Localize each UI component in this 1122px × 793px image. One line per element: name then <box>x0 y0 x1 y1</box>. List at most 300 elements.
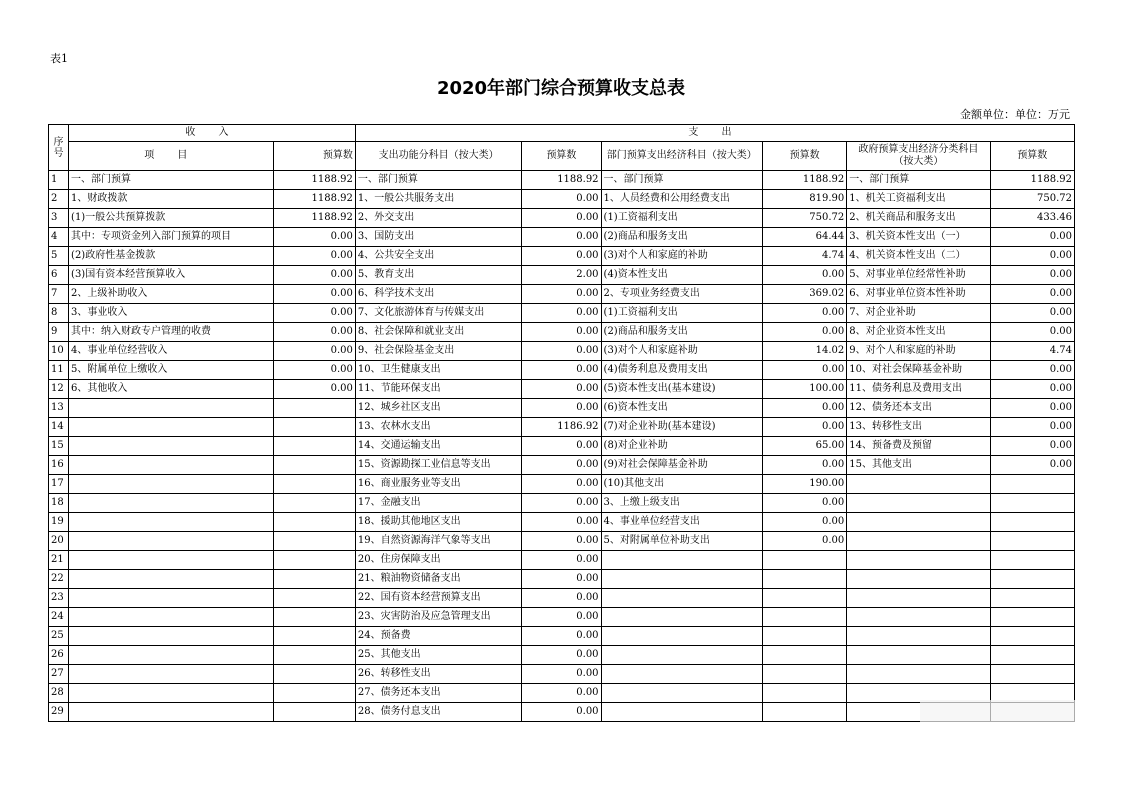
income-amount: 0.00 <box>273 361 355 380</box>
income-item: 其中：纳入财政专户管理的收费 <box>69 323 274 342</box>
gov-econ-item <box>847 665 990 684</box>
dept-econ-amount: 819.90 <box>763 190 847 209</box>
row-number: 20 <box>49 532 69 551</box>
func-amount: 2.00 <box>522 266 601 285</box>
income-item <box>69 684 274 703</box>
income-item: 3、事业收入 <box>69 304 274 323</box>
income-item <box>69 570 274 589</box>
income-amount <box>273 494 355 513</box>
func-amount: 0.00 <box>522 247 601 266</box>
dept-econ-item <box>601 703 762 722</box>
dept-econ-amount <box>763 684 847 703</box>
table-row <box>49 494 1075 513</box>
gov-econ-amount: 0.00 <box>990 228 1074 247</box>
dept-econ-item: (8)对企业补助 <box>601 437 762 456</box>
func-item: 19、自然资源海洋气象等支出 <box>355 532 521 551</box>
income-amount: 0.00 <box>273 266 355 285</box>
gov-econ-item: 1、机关工资福利支出 <box>847 190 990 209</box>
gov-amount-header: 预算数 <box>990 142 1074 171</box>
func-item: 2、外交支出 <box>355 209 521 228</box>
dept-econ-amount <box>763 646 847 665</box>
row-number: 13 <box>49 399 69 418</box>
gov-econ-item: 9、对个人和家庭的补助 <box>847 342 990 361</box>
gov-econ-amount: 750.72 <box>990 190 1074 209</box>
dept-econ-amount <box>763 627 847 646</box>
gov-econ-item: 11、债务利息及费用支出 <box>847 380 990 399</box>
gov-econ-amount: 1188.92 <box>990 171 1074 190</box>
func-item: 23、灾害防治及应急管理支出 <box>355 608 521 627</box>
income-item <box>69 703 274 722</box>
dept-econ-amount <box>763 551 847 570</box>
income-amount: 1188.92 <box>273 190 355 209</box>
table-row <box>49 418 1075 437</box>
table-row <box>49 209 1075 228</box>
dept-econ-amount: 369.02 <box>763 285 847 304</box>
func-amount: 0.00 <box>522 684 601 703</box>
income-item <box>69 456 274 475</box>
dept-econ-item: (1)工资福利支出 <box>601 304 762 323</box>
row-number: 7 <box>49 285 69 304</box>
dept-econ-item: (3)对个人和家庭的补助 <box>601 247 762 266</box>
table-row <box>49 532 1075 551</box>
seq-header: 序号 <box>49 125 69 171</box>
dept-econ-amount: 0.00 <box>763 456 847 475</box>
func-amount: 0.00 <box>522 646 601 665</box>
income-item: (1)一般公共预算拨款 <box>69 209 274 228</box>
func-item: 13、农林水支出 <box>355 418 521 437</box>
table-row <box>49 437 1075 456</box>
table-row <box>49 247 1075 266</box>
income-item: 一、部门预算 <box>69 171 274 190</box>
dept-econ-amount: 100.00 <box>763 380 847 399</box>
dept-econ-item: (4)资本性支出 <box>601 266 762 285</box>
dept-econ-amount: 0.00 <box>763 513 847 532</box>
func-item: 15、资源勘探工业信息等支出 <box>355 456 521 475</box>
dept-econ-amount <box>763 665 847 684</box>
func-item: 1、一般公共服务支出 <box>355 190 521 209</box>
gov-econ-item <box>847 589 990 608</box>
dept-econ-amount: 0.00 <box>763 266 847 285</box>
func-item: 一、部门预算 <box>355 171 521 190</box>
income-item <box>69 627 274 646</box>
table-row <box>49 456 1075 475</box>
func-item: 18、援助其他地区支出 <box>355 513 521 532</box>
gov-econ-amount: 0.00 <box>990 418 1074 437</box>
income-amount <box>273 646 355 665</box>
dept-econ-item <box>601 665 762 684</box>
dept-econ-amount: 1188.92 <box>763 171 847 190</box>
income-amount <box>273 684 355 703</box>
dept-econ-item <box>601 608 762 627</box>
gov-econ-amount: 0.00 <box>990 323 1074 342</box>
table-row <box>49 551 1075 570</box>
income-item <box>69 551 274 570</box>
dept-econ-item: 3、上缴上级支出 <box>601 494 762 513</box>
gov-econ-item: 15、其他支出 <box>847 456 990 475</box>
dept-econ-item: 5、对附属单位补助支出 <box>601 532 762 551</box>
income-item <box>69 475 274 494</box>
dept-econ-amount: 0.00 <box>763 399 847 418</box>
dept-econ-item: (2)商品和服务支出 <box>601 228 762 247</box>
income-amount <box>273 608 355 627</box>
func-item: 22、国有资本经营预算支出 <box>355 589 521 608</box>
item-header <box>69 142 274 171</box>
income-amount <box>273 703 355 722</box>
income-amount: 0.00 <box>273 285 355 304</box>
dept-amount-header: 预算数 <box>763 142 847 171</box>
func-amount: 0.00 <box>522 209 601 228</box>
dept-econ-amount: 4.74 <box>763 247 847 266</box>
row-number: 21 <box>49 551 69 570</box>
income-amount <box>273 532 355 551</box>
table-row <box>49 399 1075 418</box>
header-row-columns <box>49 142 1075 171</box>
func-item: 9、社会保险基金支出 <box>355 342 521 361</box>
row-number: 29 <box>49 703 69 722</box>
gov-econ-item: 13、转移性支出 <box>847 418 990 437</box>
func-amount: 0.00 <box>522 361 601 380</box>
row-number: 26 <box>49 646 69 665</box>
gov-econ-item: 6、对事业单位资本性补助 <box>847 285 990 304</box>
func-item: 8、社会保障和就业支出 <box>355 323 521 342</box>
income-group-header <box>69 125 356 142</box>
func-amount: 0.00 <box>522 399 601 418</box>
func-amount: 0.00 <box>522 380 601 399</box>
row-number: 15 <box>49 437 69 456</box>
dept-econ-amount: 65.00 <box>763 437 847 456</box>
row-number: 2 <box>49 190 69 209</box>
func-amount: 0.00 <box>522 475 601 494</box>
table-row <box>49 361 1075 380</box>
faded-watermark <box>920 700 1075 722</box>
func-item: 26、转移性支出 <box>355 665 521 684</box>
dept-econ-item: (2)商品和服务支出 <box>601 323 762 342</box>
func-item: 3、国防支出 <box>355 228 521 247</box>
income-amount <box>273 627 355 646</box>
income-item: (3)国有资本经营预算收入 <box>69 266 274 285</box>
gov-econ-item <box>847 532 990 551</box>
func-amount: 0.00 <box>522 703 601 722</box>
gov-econ-amount: 0.00 <box>990 285 1074 304</box>
income-amount-header: 预算数 <box>273 142 355 171</box>
income-amount: 1188.92 <box>273 171 355 190</box>
dept-econ-item: (10)其他支出 <box>601 475 762 494</box>
gov-econ-amount <box>990 513 1074 532</box>
func-item: 20、住房保障支出 <box>355 551 521 570</box>
gov-econ-amount <box>990 570 1074 589</box>
income-amount <box>273 589 355 608</box>
func-amount: 0.00 <box>522 342 601 361</box>
func-amount: 0.00 <box>522 570 601 589</box>
income-item <box>69 399 274 418</box>
income-item: 4、事业单位经营收入 <box>69 342 274 361</box>
func-item: 28、债务付息支出 <box>355 703 521 722</box>
page-title: 2020年部门综合预算收支总表 <box>436 78 686 99</box>
gov-econ-amount <box>990 665 1074 684</box>
unit-label: 金额单位：单位：万元 <box>960 108 1070 121</box>
income-amount: 0.00 <box>273 323 355 342</box>
gov-econ-item: 一、部门预算 <box>847 171 990 190</box>
func-item: 7、文化旅游体育与传媒支出 <box>355 304 521 323</box>
gov-econ-item: 5、对事业单位经常性补助 <box>847 266 990 285</box>
dept-econ-amount: 0.00 <box>763 304 847 323</box>
dept-econ-amount <box>763 608 847 627</box>
table-row <box>49 380 1075 399</box>
income-item <box>69 608 274 627</box>
income-amount <box>273 418 355 437</box>
gov-econ-amount <box>990 646 1074 665</box>
expense-group-label: 支 出 <box>688 127 742 138</box>
func-amount: 0.00 <box>522 589 601 608</box>
gov-econ-amount: 4.74 <box>990 342 1074 361</box>
func-amount: 0.00 <box>522 190 601 209</box>
func-amount: 0.00 <box>522 456 601 475</box>
row-number: 18 <box>49 494 69 513</box>
table-row <box>49 589 1075 608</box>
func-amount: 0.00 <box>522 532 601 551</box>
income-amount: 0.00 <box>273 342 355 361</box>
income-item <box>69 494 274 513</box>
gov-econ-amount: 0.00 <box>990 266 1074 285</box>
header-row-group <box>49 125 1075 142</box>
dept-econ-item: (3)对个人和家庭补助 <box>601 342 762 361</box>
row-number: 8 <box>49 304 69 323</box>
dept-econ-item <box>601 684 762 703</box>
dept-econ-amount: 64.44 <box>763 228 847 247</box>
dept-econ-header: 部门预算支出经济科目（按大类） <box>601 142 762 171</box>
dept-econ-item <box>601 551 762 570</box>
dept-econ-item: (1)工资福利支出 <box>601 209 762 228</box>
dept-econ-amount <box>763 589 847 608</box>
dept-econ-amount: 190.00 <box>763 475 847 494</box>
gov-econ-item: 2、机关商品和服务支出 <box>847 209 990 228</box>
dept-econ-amount: 750.72 <box>763 209 847 228</box>
gov-econ-amount: 0.00 <box>990 304 1074 323</box>
table-row <box>49 323 1075 342</box>
table-row <box>49 304 1075 323</box>
gov-econ-item <box>847 627 990 646</box>
func-class-header: 支出功能分科目（按大类） <box>355 142 521 171</box>
income-amount <box>273 456 355 475</box>
income-item <box>69 589 274 608</box>
income-group-label: 收 入 <box>185 127 239 138</box>
func-item: 16、商业服务业等支出 <box>355 475 521 494</box>
gov-econ-amount <box>990 608 1074 627</box>
row-number: 23 <box>49 589 69 608</box>
gov-econ-amount: 0.00 <box>990 380 1074 399</box>
func-item: 11、节能环保支出 <box>355 380 521 399</box>
func-amount: 1186.92 <box>522 418 601 437</box>
dept-econ-item <box>601 589 762 608</box>
dept-econ-amount <box>763 570 847 589</box>
income-item: 5、附属单位上缴收入 <box>69 361 274 380</box>
func-amount: 0.00 <box>522 551 601 570</box>
gov-econ-amount: 0.00 <box>990 399 1074 418</box>
income-amount: 0.00 <box>273 380 355 399</box>
func-item: 10、卫生健康支出 <box>355 361 521 380</box>
gov-econ-amount: 0.00 <box>990 456 1074 475</box>
gov-econ-amount: 0.00 <box>990 361 1074 380</box>
func-item: 5、教育支出 <box>355 266 521 285</box>
row-number: 25 <box>49 627 69 646</box>
dept-econ-item: (5)资本性支出(基本建设) <box>601 380 762 399</box>
gov-econ-item: 7、对企业补助 <box>847 304 990 323</box>
row-number: 27 <box>49 665 69 684</box>
income-amount <box>273 437 355 456</box>
gov-econ-item <box>847 646 990 665</box>
income-amount <box>273 475 355 494</box>
table-row <box>49 513 1075 532</box>
func-amount: 0.00 <box>522 494 601 513</box>
func-item: 21、粮油物资储备支出 <box>355 570 521 589</box>
table-row <box>49 475 1075 494</box>
dept-econ-item: 一、部门预算 <box>601 171 762 190</box>
income-item <box>69 513 274 532</box>
gov-econ-amount: 0.00 <box>990 437 1074 456</box>
dept-econ-item: 2、专项业务经费支出 <box>601 285 762 304</box>
func-item: 27、债务还本支出 <box>355 684 521 703</box>
func-amount: 0.00 <box>522 627 601 646</box>
gov-econ-item <box>847 608 990 627</box>
dept-econ-item: 1、人员经费和公用经费支出 <box>601 190 762 209</box>
dept-econ-amount: 0.00 <box>763 323 847 342</box>
dept-econ-amount <box>763 703 847 722</box>
expense-group-header <box>355 125 1074 142</box>
row-number: 12 <box>49 380 69 399</box>
row-number: 3 <box>49 209 69 228</box>
dept-econ-amount: 0.00 <box>763 361 847 380</box>
table-row <box>49 665 1075 684</box>
func-amount: 0.00 <box>522 304 601 323</box>
table-row <box>49 171 1075 190</box>
func-item: 6、科学技术支出 <box>355 285 521 304</box>
func-amount: 0.00 <box>522 665 601 684</box>
gov-econ-amount <box>990 475 1074 494</box>
income-amount: 0.00 <box>273 228 355 247</box>
table-row <box>49 266 1075 285</box>
row-number: 28 <box>49 684 69 703</box>
func-amount: 0.00 <box>522 437 601 456</box>
gov-econ-item: 12、债务还本支出 <box>847 399 990 418</box>
dept-econ-item <box>601 627 762 646</box>
func-item: 25、其他支出 <box>355 646 521 665</box>
dept-econ-item: (6)资本性支出 <box>601 399 762 418</box>
income-amount: 0.00 <box>273 247 355 266</box>
income-amount: 1188.92 <box>273 209 355 228</box>
gov-econ-amount <box>990 627 1074 646</box>
income-amount: 0.00 <box>273 304 355 323</box>
table-label: 表1 <box>50 52 68 65</box>
gov-econ-item <box>847 570 990 589</box>
gov-econ-item <box>847 475 990 494</box>
row-number: 19 <box>49 513 69 532</box>
row-number: 6 <box>49 266 69 285</box>
income-amount <box>273 399 355 418</box>
dept-econ-amount: 0.00 <box>763 418 847 437</box>
func-amount: 0.00 <box>522 285 601 304</box>
income-amount <box>273 570 355 589</box>
gov-econ-item <box>847 551 990 570</box>
func-item: 14、交通运输支出 <box>355 437 521 456</box>
income-item: 2、上级补助收入 <box>69 285 274 304</box>
dept-econ-item <box>601 570 762 589</box>
func-item: 4、公共安全支出 <box>355 247 521 266</box>
dept-econ-amount: 14.02 <box>763 342 847 361</box>
gov-econ-amount <box>990 551 1074 570</box>
row-number: 11 <box>49 361 69 380</box>
gov-econ-item: 4、机关资本性支出（二） <box>847 247 990 266</box>
gov-econ-item <box>847 494 990 513</box>
row-number: 24 <box>49 608 69 627</box>
income-amount <box>273 665 355 684</box>
func-item: 17、金融支出 <box>355 494 521 513</box>
gov-econ-item: 14、预备费及预留 <box>847 437 990 456</box>
gov-econ-header: 政府预算支出经济分类科目（按大类） <box>847 142 990 171</box>
gov-econ-amount: 0.00 <box>990 247 1074 266</box>
func-amount-header: 预算数 <box>522 142 601 171</box>
gov-econ-item: 8、对企业资本性支出 <box>847 323 990 342</box>
table-row <box>49 646 1075 665</box>
gov-econ-item: 3、机关资本性支出（一） <box>847 228 990 247</box>
dept-econ-item: (9)对社会保障基金补助 <box>601 456 762 475</box>
income-item <box>69 646 274 665</box>
income-amount <box>273 513 355 532</box>
func-amount: 0.00 <box>522 513 601 532</box>
gov-econ-item: 10、对社会保障基金补助 <box>847 361 990 380</box>
func-amount: 0.00 <box>522 608 601 627</box>
func-amount: 0.00 <box>522 323 601 342</box>
func-amount: 1188.92 <box>522 171 601 190</box>
dept-econ-item <box>601 646 762 665</box>
table-row <box>49 570 1075 589</box>
table-row <box>49 608 1075 627</box>
row-number: 17 <box>49 475 69 494</box>
row-number: 1 <box>49 171 69 190</box>
func-amount: 0.00 <box>522 228 601 247</box>
income-item: (2)政府性基金拨款 <box>69 247 274 266</box>
gov-econ-amount <box>990 494 1074 513</box>
table-row <box>49 627 1075 646</box>
row-number: 4 <box>49 228 69 247</box>
income-item <box>69 437 274 456</box>
gov-econ-item <box>847 513 990 532</box>
row-number: 16 <box>49 456 69 475</box>
func-item: 24、预备费 <box>355 627 521 646</box>
dept-econ-item: 4、事业单位经营支出 <box>601 513 762 532</box>
gov-econ-amount <box>990 589 1074 608</box>
income-item <box>69 665 274 684</box>
gov-econ-amount <box>990 532 1074 551</box>
dept-econ-item: (4)债务利息及费用支出 <box>601 361 762 380</box>
budget-table <box>48 124 1075 722</box>
item-header-label: 项 目 <box>144 150 198 161</box>
row-number: 9 <box>49 323 69 342</box>
row-number: 14 <box>49 418 69 437</box>
func-item: 12、城乡社区支出 <box>355 399 521 418</box>
table-row <box>49 342 1075 361</box>
row-number: 10 <box>49 342 69 361</box>
dept-econ-item: (7)对企业补助(基本建设) <box>601 418 762 437</box>
table-row <box>49 228 1075 247</box>
dept-econ-amount: 0.00 <box>763 532 847 551</box>
row-number: 5 <box>49 247 69 266</box>
income-item: 其中：专项资金列入部门预算的项目 <box>69 228 274 247</box>
income-item <box>69 532 274 551</box>
table-row <box>49 285 1075 304</box>
income-item: 6、其他收入 <box>69 380 274 399</box>
gov-econ-amount: 433.46 <box>990 209 1074 228</box>
income-item <box>69 418 274 437</box>
